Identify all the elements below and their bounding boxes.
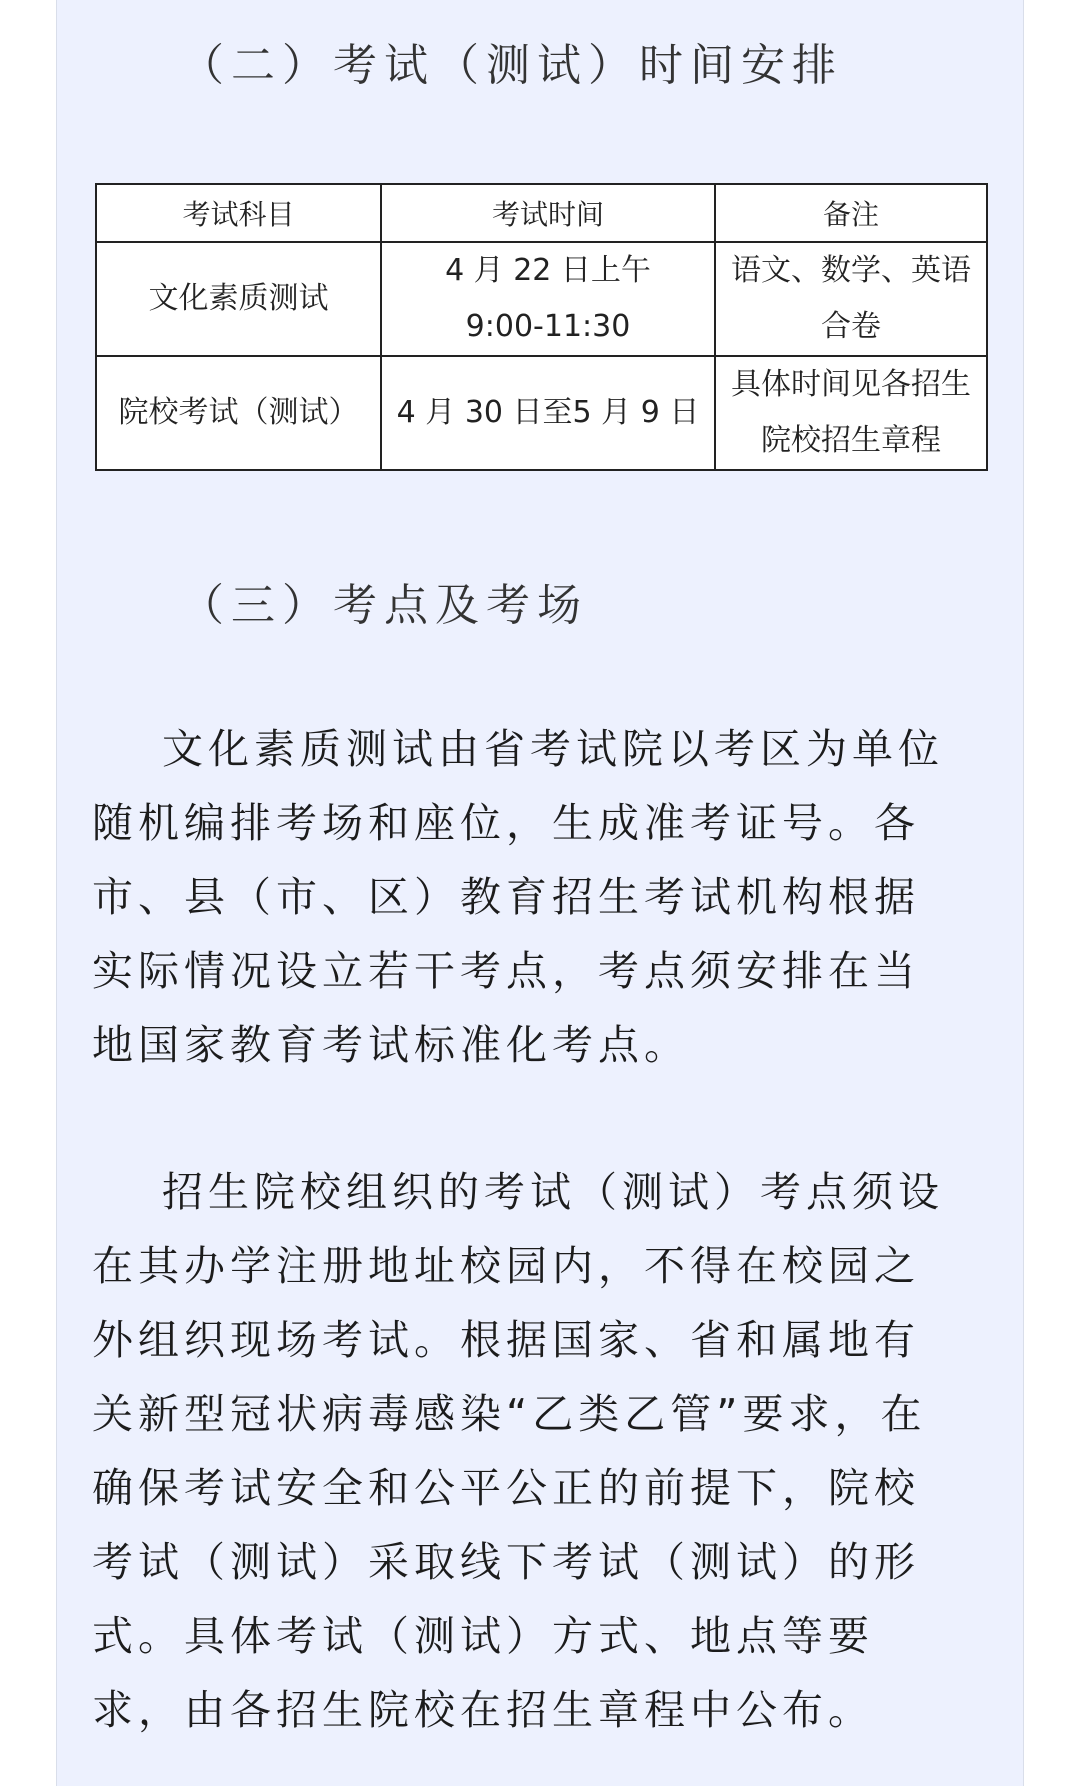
section-heading-exam-sites: （三）考点及考场	[180, 580, 588, 631]
cell-text: 院校考试（测试）	[118, 395, 359, 430]
cell-text: 院校招生章程	[761, 423, 941, 458]
cell-text: 4 月 22 日上午	[445, 253, 651, 288]
column-header-subject: 考试科目	[96, 184, 381, 242]
table-row	[96, 356, 987, 470]
paragraph-line: 确保考试安全和公平公正的前提下，院校	[92, 1464, 920, 1512]
paragraph-line: 地国家教育考试标准化考点。	[92, 1021, 690, 1069]
paragraph-line: 考试（测试）采取线下考试（测试）的形	[92, 1538, 920, 1586]
column-header-time: 考试时间	[381, 184, 715, 242]
cell-note	[715, 242, 987, 356]
paragraph-line: 式。具体考试（测试）方式、地点等要	[92, 1612, 874, 1660]
paragraph-line: 求，由各招生院校在招生章程中公布。	[92, 1686, 874, 1734]
paragraph-line: 在其办学注册地址校园内，不得在校园之	[92, 1242, 920, 1290]
exam-schedule-table	[95, 183, 988, 471]
cell-time	[381, 356, 715, 470]
paragraph-institution-test-sites	[92, 1155, 992, 1747]
section-heading-exam-schedule: （二）考试（测试）时间安排	[180, 40, 843, 91]
cell-text: 合卷	[821, 309, 881, 344]
paragraph-line: 实际情况设立若干考点，考点须安排在当	[92, 947, 920, 995]
cell-text: 文化素质测试	[148, 281, 329, 316]
cell-text: 4 月 30 日至5 月 9 日	[396, 395, 700, 430]
cell-subject	[96, 356, 381, 470]
paragraph-line: 随机编排考场和座位，生成准考证号。各	[92, 799, 920, 847]
cell-text: 9:00-11:30	[465, 309, 631, 344]
cell-subject	[96, 242, 381, 356]
cell-text: 语文、数学、英语	[731, 253, 971, 288]
table-row	[96, 242, 987, 356]
cell-text: 具体时间见各招生	[731, 367, 971, 402]
column-header-note: 备注	[715, 184, 987, 242]
paragraph-line: 关新型冠状病毒感染“乙类乙管”要求，在	[92, 1390, 927, 1438]
paragraph-line: 外组织现场考试。根据国家、省和属地有	[92, 1316, 920, 1364]
cell-note	[715, 356, 987, 470]
cell-time	[381, 242, 715, 356]
paragraph-culture-test-sites	[92, 712, 992, 1082]
paragraph-line: 市、县（市、区）教育招生考试机构根据	[92, 873, 920, 921]
paragraph-line: 文化素质测试由省考试院以考区为单位	[162, 725, 944, 773]
table-header-row	[96, 184, 987, 242]
paragraph-line: 招生院校组织的考试（测试）考点须设	[162, 1168, 944, 1216]
